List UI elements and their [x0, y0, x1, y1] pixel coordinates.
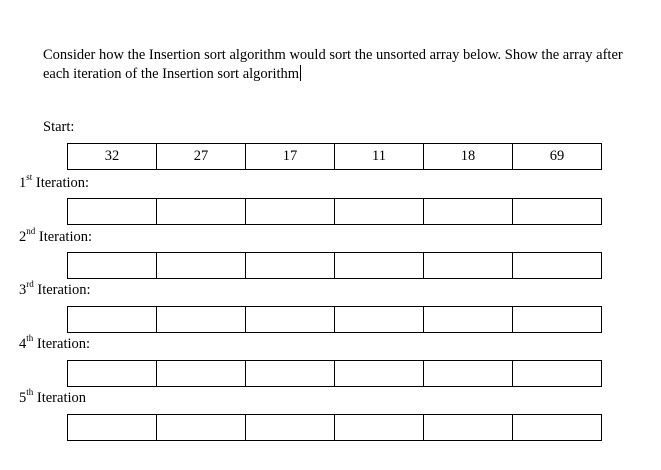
- iteration-4-cell-4[interactable]: [334, 360, 424, 387]
- iteration-1-cell-2[interactable]: [156, 198, 246, 225]
- iteration-2-label: 2nd Iteration:: [19, 226, 93, 245]
- iteration-5-label: 5th Iteration: [19, 387, 87, 406]
- iteration-1-cell-3[interactable]: [245, 198, 335, 225]
- iteration-2-cell-3[interactable]: [245, 252, 335, 279]
- start-cell-5[interactable]: 18: [423, 143, 513, 170]
- iteration-3-cell-3[interactable]: [245, 306, 335, 333]
- start-cell-2[interactable]: 27: [156, 143, 246, 170]
- iteration-5-cell-3[interactable]: [245, 414, 335, 441]
- text-cursor: [300, 65, 301, 81]
- iteration-2-cell-6[interactable]: [512, 252, 602, 279]
- start-cell-4[interactable]: 11: [334, 143, 424, 170]
- start-cell-3[interactable]: 17: [245, 143, 335, 170]
- iteration-4-array-row: [67, 360, 607, 387]
- iteration-5-cell-6[interactable]: [512, 414, 602, 441]
- start-label: Start:: [43, 119, 75, 135]
- iteration-4-cell-5[interactable]: [423, 360, 513, 387]
- start-cell-6[interactable]: 69: [512, 143, 602, 170]
- iteration-4-label: 4th Iteration:: [19, 333, 91, 352]
- iteration-3-cell-5[interactable]: [423, 306, 513, 333]
- iteration-3-cell-2[interactable]: [156, 306, 246, 333]
- iteration-2-cell-4[interactable]: [334, 252, 424, 279]
- iteration-3-cell-1[interactable]: [67, 306, 157, 333]
- iteration-1-cell-4[interactable]: [334, 198, 424, 225]
- iteration-2-array-row: [67, 252, 607, 279]
- iteration-5-cell-4[interactable]: [334, 414, 424, 441]
- iteration-3-array-row: [67, 306, 607, 333]
- iteration-3-cell-4[interactable]: [334, 306, 424, 333]
- iteration-4-cell-3[interactable]: [245, 360, 335, 387]
- start-cell-1[interactable]: 32: [67, 143, 157, 170]
- iteration-4-cell-1[interactable]: [67, 360, 157, 387]
- iteration-3-cell-6[interactable]: [512, 306, 602, 333]
- iteration-4-cell-2[interactable]: [156, 360, 246, 387]
- iteration-2-cell-5[interactable]: [423, 252, 513, 279]
- iteration-3-label: 3rd Iteration:: [19, 279, 91, 298]
- iteration-5-array-row: [67, 414, 607, 441]
- iteration-4-cell-6[interactable]: [512, 360, 602, 387]
- iteration-5-cell-1[interactable]: [67, 414, 157, 441]
- question-text[interactable]: [43, 46, 633, 84]
- iteration-2-cell-2[interactable]: [156, 252, 246, 279]
- iteration-1-cell-5[interactable]: [423, 198, 513, 225]
- iteration-5-cell-5[interactable]: [423, 414, 513, 441]
- iteration-1-label: 1st Iteration:: [19, 172, 90, 191]
- iteration-1-array-row: [67, 198, 607, 225]
- iteration-5-cell-2[interactable]: [156, 414, 246, 441]
- start-array-row: [67, 143, 607, 170]
- iteration-1-cell-1[interactable]: [67, 198, 157, 225]
- iteration-1-cell-6[interactable]: [512, 198, 602, 225]
- question-body: Consider how the Insertion sort algorithm would sort the unsorted array below. Show the array after each iteration of the Insertion sort algorithm: [43, 47, 623, 82]
- iteration-2-cell-1[interactable]: [67, 252, 157, 279]
